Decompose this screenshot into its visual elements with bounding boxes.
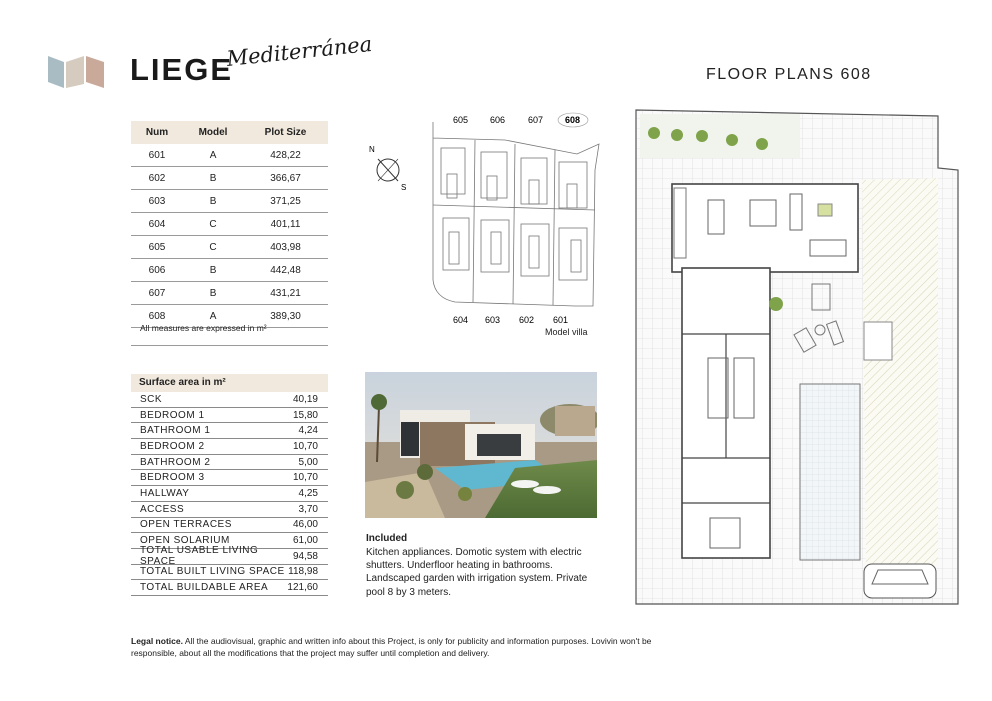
lot-label-highlighted: 608 — [565, 115, 581, 125]
cell-model: A — [183, 305, 243, 328]
cell-plot-size: 442,48 — [243, 259, 328, 282]
room-name: OPEN SOLARIUM — [140, 535, 230, 547]
site-plan — [365, 110, 605, 340]
legal-notice-text: All the audiovisual, graphic and written info about this Project, is only for publicity and information purposes. Lovivin won't be responsible, about all the modifications that the project may suffer until completion and delivery. — [131, 636, 652, 658]
table-row — [131, 392, 328, 408]
room-area: 4,24 — [298, 425, 318, 437]
lot-label: 605 — [453, 115, 469, 125]
table-row — [131, 545, 328, 568]
room-name: TOTAL USABLE LIVING SPACE — [140, 545, 259, 568]
cell-plot-size: 366,67 — [243, 167, 328, 190]
cell-num: 604 — [131, 213, 183, 236]
table-row — [131, 470, 328, 486]
legal-notice-label: Legal notice. — [131, 636, 183, 646]
floor-plan-drawing — [632, 108, 964, 618]
table-row — [131, 282, 328, 305]
column-header: Plot Size — [243, 121, 328, 144]
room-area: 61,00 — [292, 535, 318, 547]
room-name: HALLWAY — [140, 487, 190, 499]
room-name: ACCESS — [140, 503, 185, 515]
cell-num: 607 — [131, 282, 183, 305]
surface-table — [131, 392, 328, 596]
compass-icon — [369, 145, 406, 192]
room-name: TOTAL BUILT LIVING SPACE — [140, 566, 285, 578]
table-row — [131, 486, 328, 502]
table-row — [131, 259, 328, 282]
cell-plot-size: 403,98 — [243, 236, 328, 259]
cell-model: B — [183, 190, 243, 213]
room-area: 4,25 — [298, 487, 318, 499]
room-name: TOTAL BUILDABLE AREA — [140, 582, 269, 594]
room-name: BEDROOM 2 — [140, 440, 205, 452]
room-area: 94,58 — [292, 550, 318, 562]
cell-num: 608 — [131, 305, 183, 328]
table-row — [131, 190, 328, 213]
compass-n: N — [369, 145, 375, 154]
cell-num: 606 — [131, 259, 183, 282]
table-row — [131, 518, 328, 534]
room-area: 3,70 — [298, 503, 318, 515]
room-name: BATHROOM 2 — [140, 456, 211, 468]
room-name: SCK — [140, 393, 163, 405]
table-row — [131, 144, 328, 167]
table-row — [131, 236, 328, 259]
room-area: 121,60 — [287, 582, 318, 594]
divider — [131, 345, 328, 346]
lot-label: 604 — [453, 315, 469, 325]
lot-label: 606 — [490, 115, 506, 125]
room-area: 15,80 — [292, 409, 318, 421]
lot-label: 601 — [553, 315, 569, 325]
lot-label: 603 — [485, 315, 501, 325]
plot-table-header — [131, 121, 328, 144]
brand-name: LIEGE — [130, 52, 234, 87]
cell-plot-size: 389,30 — [243, 305, 328, 328]
compass-s: S — [401, 183, 407, 192]
room-name: BEDROOM 3 — [140, 472, 205, 484]
room-area: 46,00 — [292, 519, 318, 531]
plot-table — [131, 121, 328, 328]
table-row — [131, 408, 328, 424]
cell-num: 602 — [131, 167, 183, 190]
table-row — [131, 455, 328, 471]
cell-model: C — [183, 236, 243, 259]
table-row — [131, 502, 328, 518]
measures-note: All measures are expressed in m² — [140, 323, 267, 333]
cell-model: B — [183, 282, 243, 305]
brand-script: Mediterránea — [225, 31, 374, 72]
room-area: 10,70 — [292, 440, 318, 452]
room-area: 10,70 — [292, 472, 318, 484]
room-area: 118,98 — [288, 566, 318, 578]
room-name: OPEN TERRACES — [140, 519, 232, 531]
table-row — [131, 213, 328, 236]
lot-label: 602 — [519, 315, 535, 325]
cell-plot-size: 431,21 — [243, 282, 328, 305]
cell-model: B — [183, 259, 243, 282]
cell-model: B — [183, 167, 243, 190]
cell-model: A — [183, 144, 243, 167]
room-area: 5,00 — [298, 456, 318, 468]
model-villa-label: Model villa — [545, 327, 588, 337]
included-description: Kitchen appliances. Domotic system with electric shutters. Underfloor heating in bathrooms. Landscaped garden with irrigation system. Private pool 8 by 3 meters. — [366, 547, 588, 598]
room-name: BATHROOM 1 — [140, 425, 211, 437]
table-row — [131, 580, 328, 596]
table-row — [131, 167, 328, 190]
page-title: FLOOR PLANS 608 — [706, 66, 872, 83]
room-name: BEDROOM 1 — [140, 409, 205, 421]
included-title: Included — [366, 533, 408, 544]
cell-plot-size: 401,11 — [243, 213, 328, 236]
villa-rendering-image — [365, 372, 597, 518]
legal-notice — [131, 635, 691, 659]
table-row — [131, 565, 328, 581]
brand-logo-icon — [48, 54, 106, 90]
column-header: Model — [183, 121, 243, 144]
cell-num: 601 — [131, 144, 183, 167]
room-area: 40,19 — [292, 393, 318, 405]
cell-model: C — [183, 213, 243, 236]
cell-num: 605 — [131, 236, 183, 259]
cell-num: 603 — [131, 190, 183, 213]
surface-table-title: Surface area in m² — [131, 374, 328, 392]
table-row — [131, 423, 328, 439]
cell-plot-size: 371,25 — [243, 190, 328, 213]
table-row — [131, 439, 328, 455]
column-header: Num — [131, 121, 183, 144]
lot-label: 607 — [528, 115, 544, 125]
cell-plot-size: 428,22 — [243, 144, 328, 167]
